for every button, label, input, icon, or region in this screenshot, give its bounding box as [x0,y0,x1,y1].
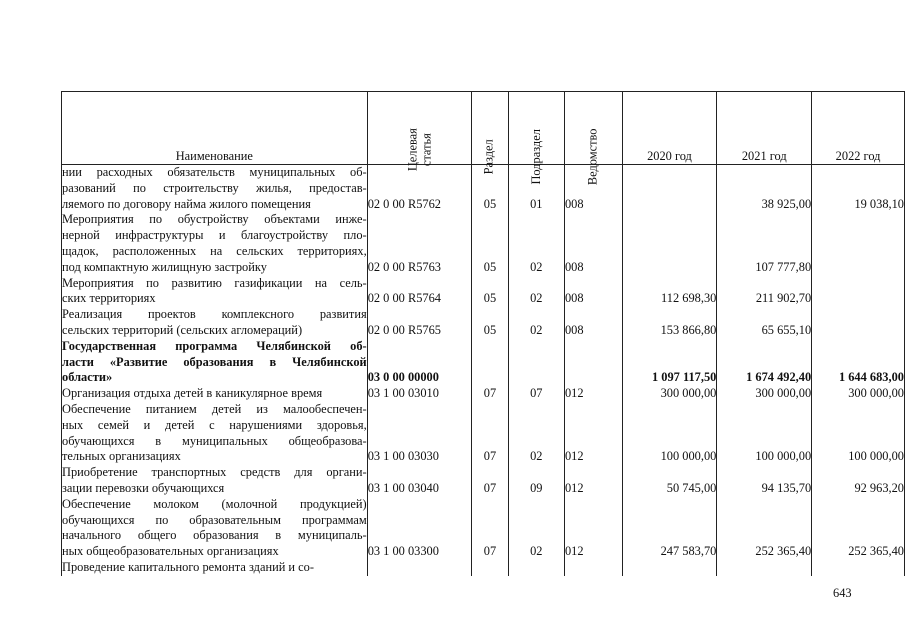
row-subsection [508,560,564,576]
row-2020 [622,560,717,576]
row-2021: 65 655,10 [717,307,812,339]
row-target-code: 03 1 00 03040 [367,465,472,497]
row-2020: 50 745,00 [622,465,717,497]
row-subsection: 02 [508,276,564,308]
row-name-line: Организация отдыха детей в каникулярное время [62,386,323,401]
row-name-line: сельских территорий (сельских агломераций) [62,322,303,337]
row-target-code: 03 1 00 03030 [367,402,472,465]
budget-table [61,91,905,576]
row-2022: 300 000,00 [812,386,905,402]
header-department: Ведомство [564,92,622,165]
row-name-line: обучающихся по образовательным программам [62,512,367,527]
row-name-line: Реализация проектов комплексного развития [62,307,367,322]
row-subsection: 02 [508,307,564,339]
row-2020: 112 698,30 [622,276,717,308]
row-section: 05 [472,307,508,339]
row-2020 [622,165,717,213]
row-2020: 153 866,80 [622,307,717,339]
row-name-line: Обеспечение молоком (молочной продукцией) [62,496,367,511]
row-target-code: 03 1 00 03300 [367,497,472,560]
table-row [62,465,905,497]
table-row [62,307,905,339]
row-name-line: ных семей и детей с нарушениями здоровья, [62,417,367,432]
row-name-line: Приобретение транспортных средств для органи- [62,465,367,480]
table-row [62,212,905,275]
table-row [62,497,905,560]
row-department [564,339,622,386]
row-name-line: Проведение капитального ремонта зданий и со- [62,559,314,574]
row-name [62,165,368,213]
page-number: 643 [833,586,852,600]
row-subsection: 09 [508,465,564,497]
row-2022 [812,276,905,308]
row-2021 [717,560,812,576]
row-section: 07 [472,386,508,402]
row-name-line: тельных организациях [62,449,181,464]
row-name-line: Государственная программа Челябинской об- [62,338,367,353]
row-name-line: зации перевозки обучающихся [62,480,225,495]
row-department: 008 [564,212,622,275]
row-name-line: ласти «Развитие образования в Челябинской [62,354,367,369]
row-department: 012 [564,386,622,402]
header-name: Наименование [62,92,368,165]
row-name-line: нии расходных обязательств муниципальных об- [62,165,367,179]
row-2021: 107 777,80 [717,212,812,275]
row-name-line: щадок, расположенных на сельских территориях, [62,243,367,258]
row-subsection: 01 [508,165,564,213]
row-2021: 252 365,40 [717,497,812,560]
row-name [62,465,368,497]
row-name [62,307,368,339]
row-2022 [812,212,905,275]
row-name-line: разований по строительству жилья, предостав- [62,180,367,195]
row-2020 [622,212,717,275]
row-target-code: 02 0 00 R5762 [367,165,472,213]
table-row [62,402,905,465]
row-2022: 252 365,40 [812,497,905,560]
row-name-line: обучающихся в муниципальных общеобразова- [62,433,367,448]
row-target-code: 03 0 00 00000 [367,339,472,386]
row-name-line: ных общеобразовательных организациях [62,544,279,559]
row-section: 05 [472,165,508,213]
row-target-code: 02 0 00 R5763 [367,212,472,275]
header-2021: 2021 год [717,92,812,165]
row-target-code [367,560,472,576]
row-subsection: 07 [508,386,564,402]
row-section: 07 [472,402,508,465]
row-2022: 19 038,10 [812,165,905,213]
row-2020: 100 000,00 [622,402,717,465]
row-name [62,402,368,465]
row-name-line: Мероприятия по обустройству объектами инже- [62,212,367,227]
table-row [62,386,905,402]
row-section: 07 [472,465,508,497]
row-department: 012 [564,497,622,560]
table-row [62,276,905,308]
row-2020: 300 000,00 [622,386,717,402]
row-name-line: ляемого по договору найма жилого помещения [62,196,311,211]
table-header-row [62,92,905,165]
row-name [62,560,368,576]
header-2020: 2020 год [622,92,717,165]
row-subsection [508,339,564,386]
row-name-line: нерной инфраструктуры и благоустройству пло- [62,228,367,243]
row-department: 012 [564,465,622,497]
row-2022 [812,307,905,339]
row-2021: 38 925,00 [717,165,812,213]
row-target-code: 02 0 00 R5764 [367,276,472,308]
row-section: 07 [472,497,508,560]
table-row [62,560,905,576]
row-name [62,497,368,560]
row-target-code: 03 1 00 03010 [367,386,472,402]
row-name-line: начального общего образования в муниципаль- [62,528,367,543]
row-name-line: Обеспечение питанием детей из малообеспечен- [62,401,367,416]
table-body [62,165,905,576]
row-section: 05 [472,212,508,275]
row-2022: 100 000,00 [812,402,905,465]
row-name [62,276,368,308]
row-section [472,339,508,386]
row-name [62,386,368,402]
table-row [62,339,905,386]
row-subsection: 02 [508,402,564,465]
row-name [62,339,368,386]
row-department: 008 [564,307,622,339]
header-subsection: Подраздел [508,92,564,165]
row-department: 008 [564,165,622,213]
row-2022: 1 644 683,00 [812,339,905,386]
row-name [62,212,368,275]
row-2021: 100 000,00 [717,402,812,465]
header-section: Раздел [472,92,508,165]
row-name-line: Мероприятия по развитию газификации на сель- [62,275,367,290]
row-department: 008 [564,276,622,308]
header-target: Целевая статья [367,92,472,165]
row-name-line: ских территориях [62,291,156,306]
row-subsection: 02 [508,212,564,275]
row-2020: 247 583,70 [622,497,717,560]
row-2021: 94 135,70 [717,465,812,497]
row-name-line: под компактную жилищную застройку [62,259,267,274]
row-department: 012 [564,402,622,465]
row-2022 [812,560,905,576]
row-2021: 211 902,70 [717,276,812,308]
row-section [472,560,508,576]
row-2020: 1 097 117,50 [622,339,717,386]
row-subsection: 02 [508,497,564,560]
row-section: 05 [472,276,508,308]
row-target-code: 02 0 00 R5765 [367,307,472,339]
header-2022: 2022 год [812,92,905,165]
row-department [564,560,622,576]
row-2021: 300 000,00 [717,386,812,402]
row-2022: 92 963,20 [812,465,905,497]
row-2021: 1 674 492,40 [717,339,812,386]
row-name-line: области» [62,370,113,385]
